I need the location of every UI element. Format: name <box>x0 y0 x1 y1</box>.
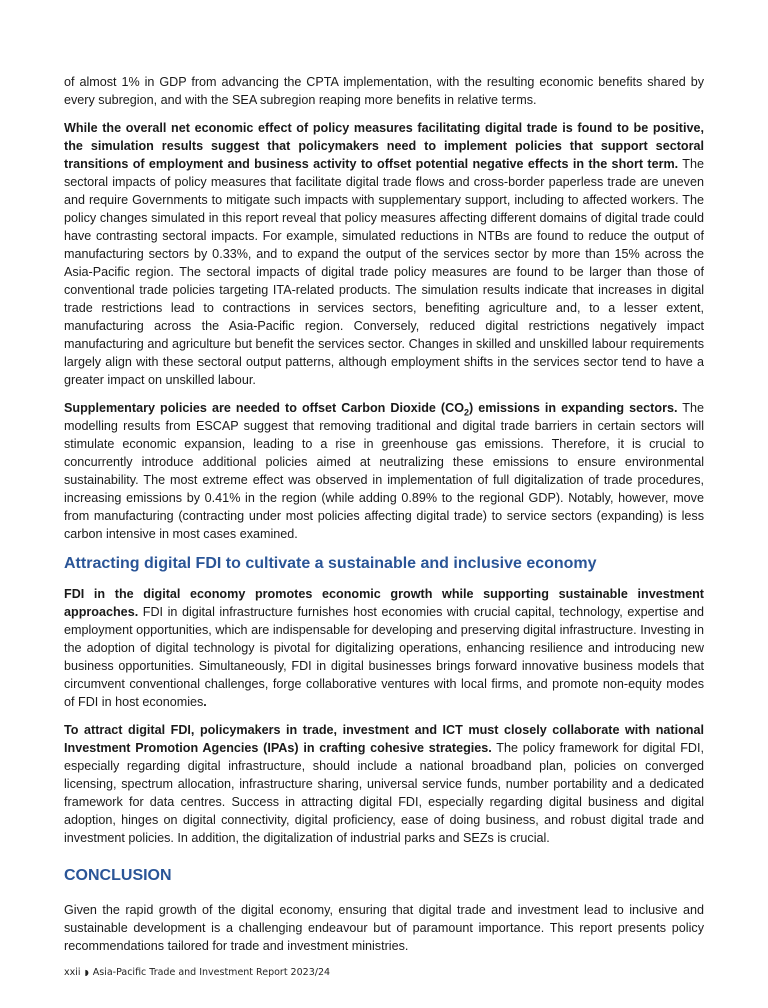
paragraph-lead <box>64 401 678 418</box>
paragraph-text: The sectoral impacts of policy measures that facilitate digital trade flows and cross-border paperless trade are uneven and require Governments to mitigate such impacts with supplementary support, including to affected workers. The policy changes simulated in this report reveal that policy measures affecting different domains of digital trade could have contrasting sectoral impacts. For example, simulated reductions in NTBs are found to reduce the output of manufacturing sectors by 0.33%, and to expand the output of the services sector by more than 15% across the Asia-Pacific region. The sectoral impacts of digital trade policy measures are found to be larger than those of conventional trade policies targeting ITA-related products. The simulation results indicate that increases in digital trade restrictions lead to contractions in services sectors, benefiting agriculture and, to a lesser extent, manufacturing across the Asia-Pacific region. Conversely, reduced digital restrictions negatively impact manufacturing and agriculture but benefit the services sector. Changes in skilled and unskilled labour requirements largely align with these sectoral output patterns, although employment shifts in the services sector tend to have a greater impact on unskilled labour. <box>64 157 704 387</box>
paragraph-lead: To attract digital FDI, policymakers in trade, investment and ICT must closely collaborate with national Investment Promotion Agencies (IPAs) in crafting cohesive strategies. <box>64 723 704 755</box>
page-footer <box>64 967 330 978</box>
separator-icon: ◗ <box>84 968 89 977</box>
paragraph-text: The policy framework for digital FDI, especially regarding digital infrastructure, should include a national broadband plan, policies on converged licensing, spectrum allocation, infrastructure sharing, universal service funds, number portability and a dedicated framework for data centres. Success in attracting digital FDI, especially regarding digital business and digital adoption, hinges on digital connectivity, digital proficiency, ease of doing business, and robust digital trade and investment policies. In addition, the digitalization of industrial parks and SEZs is crucial. <box>64 741 704 845</box>
paragraph-text: FDI in digital infrastructure furnishes host economies with crucial capital, technology, expertise and employment opportunities, which are indispensable for developing and preserving digital infrastructure. Investing in the adoption of digital technology is pivotal for digitalizing operations, enhancing resilience and introducing new business opportunities. Simultaneously, FDI in digital businesses brings forward innovative business models that circumvent conventional challenges, forge collaborative ventures with local firms, and promote non-equity modes of FDI in host economies <box>64 605 704 709</box>
section-heading-digital-fdi: Attracting digital FDI to cultivate a sustainable and inclusive economy <box>64 555 597 572</box>
paragraph-text: The modelling results from ESCAP suggest that removing traditional and digital trade barriers in certain sectors will stimulate economic expansion, leading to a rise in greenhouse gas emissions. Therefore, it is crucial to concurrently introduce additional policies aimed at neutralizing these emissions to ensure environmental sustainability. The most extreme effect was observed in implementation of full digitalization of trade procedures, increasing emissions by 0.41% in the region (while adding 0.89% to the regional GDP). Notably, however, move from manufacturing (contracting under most policies affecting digital trade) to service sectors (expanding) is less carbon intensive in most cases examined. <box>64 401 704 541</box>
paragraph-text: of almost 1% in GDP from advancing the CPTA implementation, with the resulting economic benefits shared by every subregion, and with the SEA subregion reaping more benefits in relative terms. <box>64 75 704 107</box>
page-body <box>64 73 704 965</box>
paragraph-lead: FDI in the digital economy promotes economic growth while supporting sustainable investment approaches. <box>64 587 704 619</box>
paragraph-attract-fdi <box>64 721 704 847</box>
paragraph-net-effect <box>64 119 704 389</box>
paragraph-lead: While the overall net economic effect of policy measures facilitating digital trade is found to be positive, the simulation results suggest that policymakers need to implement policies that support sectoral transitions of employment and business activity to offset potential negative effects in the short term. <box>64 121 704 171</box>
report-title: Asia-Pacific Trade and Investment Report 2023/24 <box>92 967 331 978</box>
paragraph-text: Given the rapid growth of the digital economy, ensuring that digital trade and investment lead to inclusive and sustainable development is a challenging endeavour but of paramount importance. This report presents policy recommendations tailored for trade and investment ministries. <box>64 903 704 953</box>
page-number: xxii <box>64 967 81 978</box>
period: . <box>203 695 207 709</box>
paragraph-co2 <box>64 399 704 543</box>
subscript: 2 <box>464 407 470 418</box>
paragraph-conclusion <box>64 901 704 955</box>
lead-part: ) emissions in expanding sectors. <box>469 401 678 415</box>
paragraph-cpta <box>64 73 704 109</box>
lead-part: Supplementary policies are needed to offset Carbon Dioxide (CO <box>64 401 465 415</box>
section-heading-conclusion: CONCLUSION <box>64 867 172 884</box>
paragraph-fdi-growth <box>64 585 704 711</box>
